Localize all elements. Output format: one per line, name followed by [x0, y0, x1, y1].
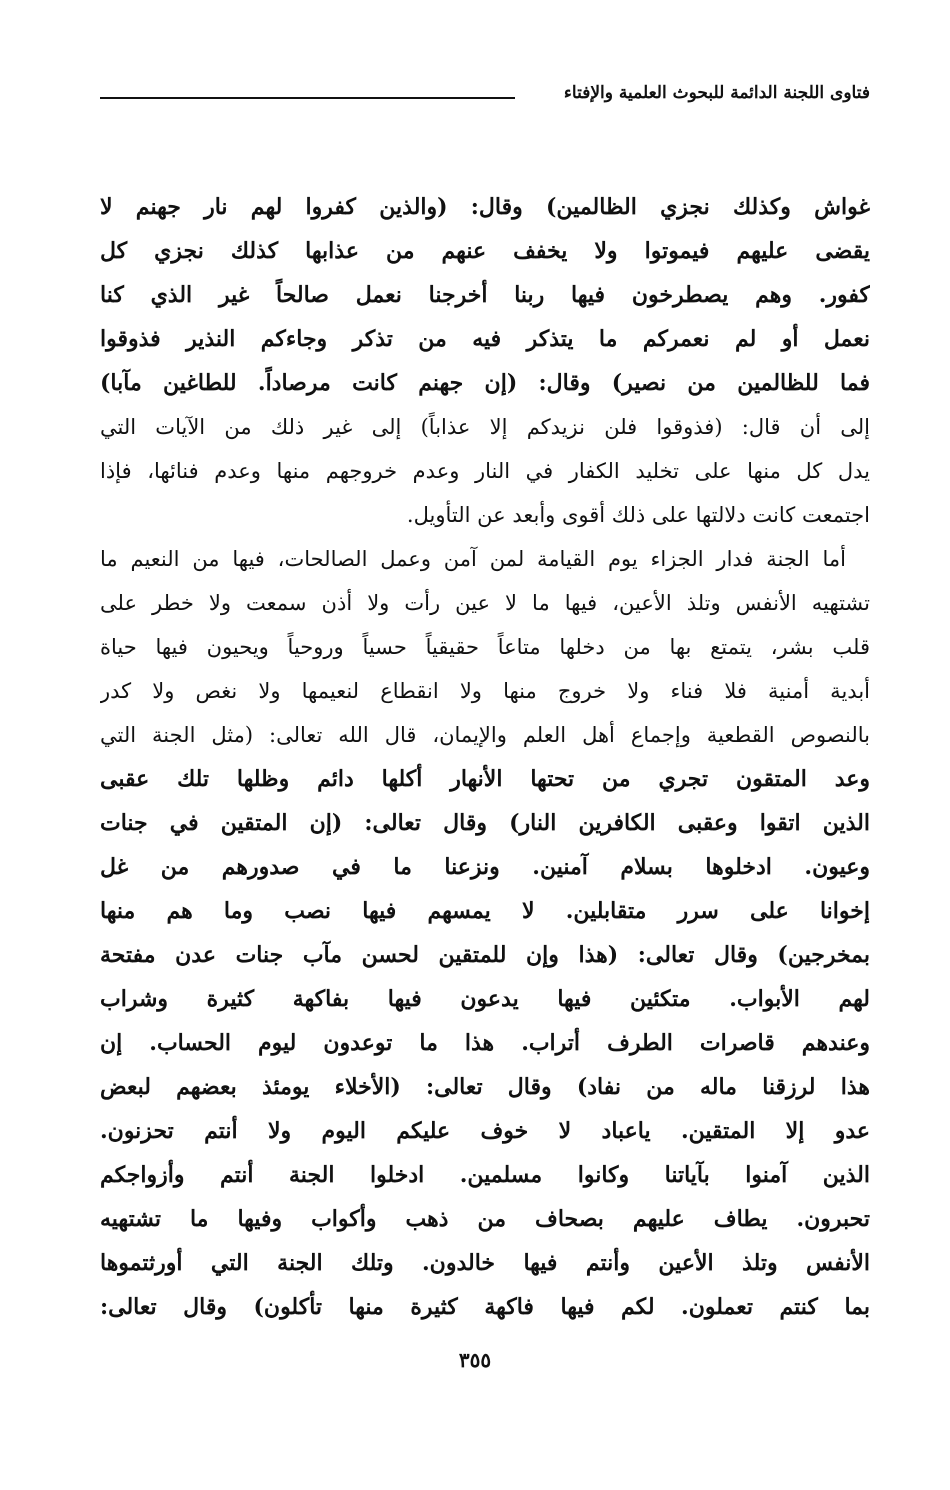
text-line: وعندهم قاصرات الطرف أتراب. هذا ما توعدون ليوم الحساب. إن — [100, 1030, 870, 1056]
text-line: إلى أن قال: (فذوقوا فلن نزيدكم إلا عذاباً) إلى غير ذلك من الآيات التي — [100, 415, 870, 439]
text-line: فما للظالمين من نصير) وقال: (إن جهنم كانت مرصاداً. للطاغين مآبا) — [100, 370, 870, 396]
text-line: يقضى عليهم فيموتوا ولا يخفف عنهم من عذابها كذلك نجزي كل — [100, 238, 870, 264]
text-line: يدل كل منها على تخليد الكفار في النار وعدم خروجهم منها وعدم فنائها، فإذا — [100, 459, 870, 483]
text-line: تشتهيه الأنفس وتلذ الأعين، فيها ما لا عين رأت ولا أذن سمعت ولا خطر على — [100, 591, 870, 615]
body-text — [100, 185, 870, 1329]
text-line: اجتمعت كانت دلالتها على ذلك أقوى وأبعد عن التأويل. — [406, 503, 870, 527]
text-line: بما كنتم تعملون. لكم فيها فاكهة كثيرة منها تأكلون) وقال تعالى: — [100, 1294, 870, 1320]
header-title: فتاوى اللجنة الدائمة للبحوث العلمية والإفتاء — [563, 83, 870, 103]
text-line: قلب بشر، يتمتع بها من دخلها متاعاً حقيقياً حسياً وروحياً ويحيون فيها حياة — [100, 635, 870, 659]
text-line: بالنصوص القطعية وإجماع أهل العلم والإيمان، قال الله تعالى: (مثل الجنة التي — [100, 723, 870, 747]
text-line: وعد المتقون تجري من تحتها الأنهار أكلها دائم وظلها تلك عقبى — [100, 766, 870, 792]
text-line: الأنفس وتلذ الأعين وأنتم فيها خالدون. وتلك الجنة التي أورثتموها — [100, 1250, 870, 1276]
page-number: ٣٥٥ — [458, 1348, 492, 1372]
header-rule — [100, 97, 515, 99]
text-line: نعمل أو لم نعمركم ما يتذكر فيه من تذكر وجاءكم النذير فذوقوا — [100, 326, 870, 352]
text-line: الذين اتقوا وعقبى الكافرين النار) وقال تعالى: (إن المتقين في جنات — [100, 810, 870, 836]
text-line: غواش وكذلك نجزي الظالمين) وقال: (والذين كفروا لهم نار جهنم لا — [100, 194, 870, 220]
text-line: لهم الأبواب. متكئين فيها يدعون فيها بفاكهة كثيرة وشراب — [100, 986, 870, 1012]
text-line: تحبرون. يطاف عليهم بصحاف من ذهب وأكواب وفيها ما تشتهيه — [100, 1206, 870, 1232]
running-header — [100, 78, 870, 112]
text-line: كفور. وهم يصطرخون فيها ربنا أخرجنا نعمل صالحاً غير الذي كنا — [100, 282, 870, 308]
text-line: أما الجنة فدار الجزاء يوم القيامة لمن آمن وعمل الصالحات، فيها من النعيم ما — [100, 547, 846, 571]
text-line: الذين آمنوا بآياتنا وكانوا مسلمين. ادخلوا الجنة أنتم وأزواجكم — [100, 1162, 870, 1188]
text-line: أبدية أمنية فلا فناء ولا خروج منها ولا انقطاع لنعيمها ولا نغص ولا كدر — [100, 679, 870, 703]
text-line: وعيون. ادخلوها بسلام آمنين. ونزعنا ما في صدورهم من غل — [100, 854, 870, 880]
text-line: بمخرجين) وقال تعالى: (هذا وإن للمتقين لحسن مآب جنات عدن مفتحة — [100, 942, 870, 968]
text-line: هذا لرزقنا ماله من نفاد) وقال تعالى: (الأخلاء يومئذ بعضهم لبعض — [100, 1074, 870, 1100]
text-line: عدو إلا المتقين. ياعباد لا خوف عليكم اليوم ولا أنتم تحزنون. — [100, 1118, 870, 1144]
text-line: إخوانا على سرر متقابلين. لا يمسهم فيها نصب وما هم منها — [100, 898, 870, 924]
